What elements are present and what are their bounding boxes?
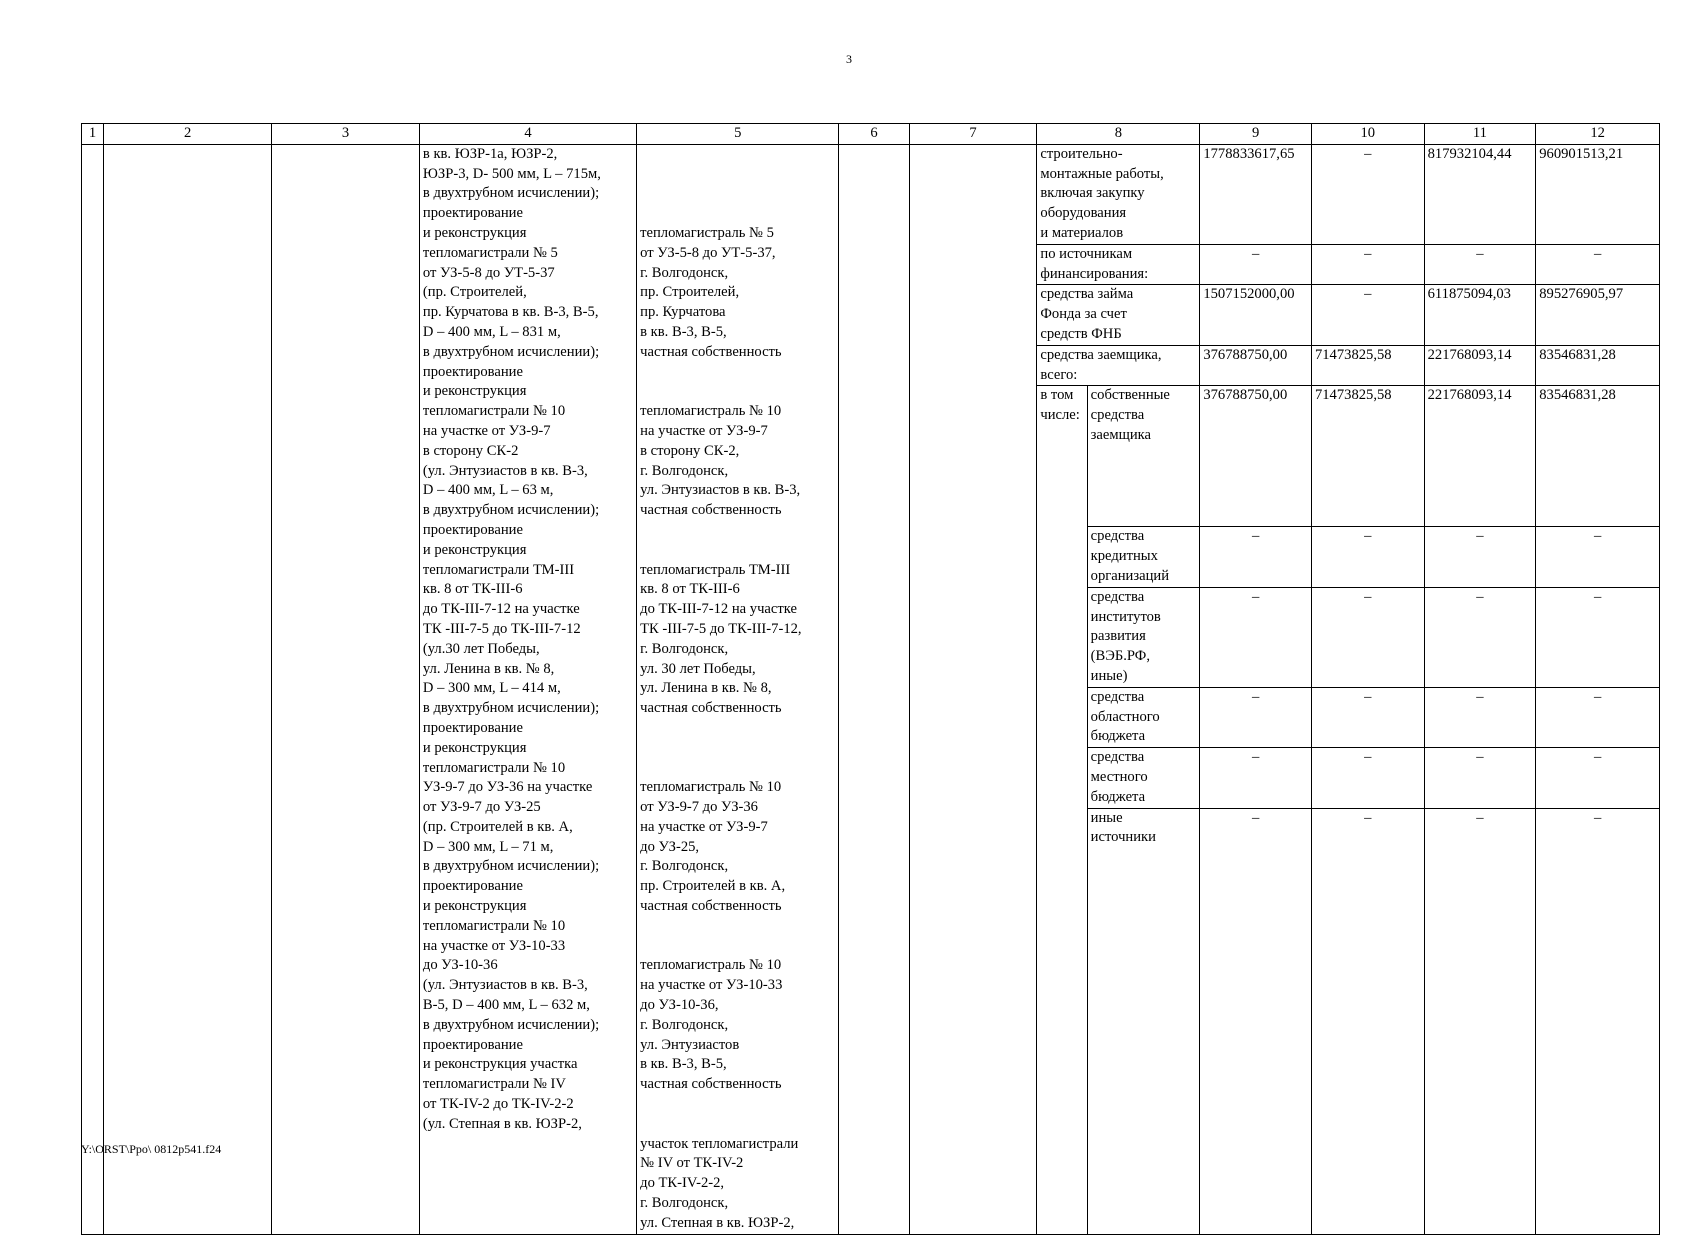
value-col9: – xyxy=(1200,748,1312,808)
value-col11: – xyxy=(1424,244,1536,285)
table-row xyxy=(82,144,1660,244)
value-col12: – xyxy=(1536,687,1660,747)
finance-label: средства займа Фонда за счет средств ФНБ xyxy=(1037,285,1200,345)
value-col9: 376788750,00 xyxy=(1200,345,1312,386)
value-col10: 71473825,58 xyxy=(1311,345,1424,386)
value-col10: – xyxy=(1311,808,1424,1234)
value-col12: – xyxy=(1536,748,1660,808)
column-header: 1 xyxy=(82,124,104,145)
col7-cell xyxy=(909,144,1037,1234)
value-col11: – xyxy=(1424,808,1536,1234)
footer-file-path: Y:\ORST\Ppo\ 0812p541.f24 xyxy=(81,1142,222,1156)
col6-cell xyxy=(839,144,909,1234)
value-col12: 960901513,21 xyxy=(1536,144,1660,244)
value-col9: – xyxy=(1200,527,1312,587)
value-col10: 71473825,58 xyxy=(1311,386,1424,527)
value-col9: – xyxy=(1200,244,1312,285)
value-col12: – xyxy=(1536,808,1660,1234)
page-number: 3 xyxy=(846,52,852,66)
project-description-cell: в кв. ЮЗР-1а, ЮЗР-2, ЮЗР-3, D- 500 мм, L – 715м, в двухтрубном исчислении); проектирование и реконструкция тепломагистрали № 5 от УЗ-5-8 до УТ-5-37 (пр. Строителей, пр. Курчатова в кв. В-3, В-5, D – 400 мм, L – 831 м, в двухтрубном исчислении); проектирование и реконструкция тепломагистрали № 10 на участке от УЗ-9-7 в сторону СК-2 (ул. Энтузиастов в кв. В-3, D – 400 мм, L – 63 м, в двухтрубном исчислении); проектирование и реконструкция тепломагистрали ТМ-III кв. 8 от ТК-III-6 до ТК-III-7-12 на участке ТК -III-7-5 до ТК-III-7-12 (ул.30 лет Победы, ул. Ленина в кв. № 8, D – 300 мм, L – 414 м, в двухтрубном исчислении); проектирование и реконструкция тепломагистрали № 10 УЗ-9-7 до УЗ-36 на участке от УЗ-9-7 до УЗ-25 (пр. Строителей в кв. А, D – 300 мм, L – 71 м, в двухтрубном исчислении); проектирование и реконструкция тепломагистрали № 10 на участке от УЗ-10-33 до УЗ-10-36 (ул. Энтузиастов в кв. В-3, В-5, D – 400 мм, L – 632 м, в двухтрубном исчислении); проектирование и реконструкция участка тепломагистрали № IV от ТК-IV-2 до ТК-IV-2-2 (ул. Степная в кв. ЮЗР-2, xyxy=(419,144,636,1234)
column-header: 7 xyxy=(909,124,1037,145)
finance-label: средства заемщика, всего: xyxy=(1037,345,1200,386)
finance-label: по источникам финансирования: xyxy=(1037,244,1200,285)
value-col12: 83546831,28 xyxy=(1536,345,1660,386)
column-header: 11 xyxy=(1424,124,1536,145)
value-col12: – xyxy=(1536,244,1660,285)
source-label: средства местного бюджета xyxy=(1087,748,1200,808)
column-header: 6 xyxy=(839,124,909,145)
value-col11: 611875094,03 xyxy=(1424,285,1536,345)
value-col9: 1778833617,65 xyxy=(1200,144,1312,244)
including-label: в том числе: xyxy=(1037,386,1087,1234)
value-col9: – xyxy=(1200,687,1312,747)
source-label: иные источники xyxy=(1087,808,1200,1234)
value-col11: – xyxy=(1424,748,1536,808)
value-col12: – xyxy=(1536,587,1660,687)
value-col11: 221768093,14 xyxy=(1424,386,1536,527)
column-header: 4 xyxy=(419,124,636,145)
source-label: собственные средства заемщика xyxy=(1087,386,1200,527)
col1-cell xyxy=(82,144,104,1234)
column-header: 2 xyxy=(104,124,272,145)
source-label: средства областного бюджета xyxy=(1087,687,1200,747)
col3-cell xyxy=(272,144,420,1234)
value-col10: – xyxy=(1311,527,1424,587)
value-col11: 817932104,44 xyxy=(1424,144,1536,244)
value-col10: – xyxy=(1311,748,1424,808)
column-header: 10 xyxy=(1311,124,1424,145)
value-col9: 376788750,00 xyxy=(1200,386,1312,527)
value-col11: – xyxy=(1424,527,1536,587)
col2-cell xyxy=(104,144,272,1234)
object-description-cell: тепломагистраль № 5 от УЗ-5-8 до УТ-5-37, г. Волгодонск, пр. Строителей, пр. Курчатова в кв. В-3, В-5, частная собственность тепломагистраль № 10 на участке от УЗ-9-7 в сторону СК-2, г. Волгодонск, ул. Энтузиастов в кв. В-3, частная собственность тепломагистраль ТМ-III кв. 8 от ТК-III-6 до ТК-III-7-12 на участке ТК -III-7-5 до ТК-III-7-12, г. Волгодонск, ул. 30 лет Победы, ул. Ленина в кв. № 8, частная собственность тепломагистраль № 10 от УЗ-9-7 до УЗ-36 на участке от УЗ-9-7 до УЗ-25, г. Волгодонск, пр. Строителей в кв. А, частная собственность тепломагистраль № 10 на участке от УЗ-10-33 до УЗ-10-36, г. Волгодонск, ул. Энтузиастов в кв. В-3, В-5, частная собственность участок тепломагистрали № IV от ТК-IV-2 до ТК-IV-2-2, г. Волгодонск, ул. Степная в кв. ЮЗР-2, xyxy=(637,144,839,1234)
column-header: 8 xyxy=(1037,124,1200,145)
value-col10: – xyxy=(1311,144,1424,244)
column-header: 3 xyxy=(272,124,420,145)
value-col11: – xyxy=(1424,587,1536,687)
value-col10: – xyxy=(1311,244,1424,285)
column-header: 12 xyxy=(1536,124,1660,145)
value-col10: – xyxy=(1311,587,1424,687)
column-header: 5 xyxy=(637,124,839,145)
value-col10: – xyxy=(1311,687,1424,747)
header-row xyxy=(82,124,1660,145)
value-col11: – xyxy=(1424,687,1536,747)
source-label: средства кредитных организаций xyxy=(1087,527,1200,587)
source-label: средства институтов развития (ВЭБ.РФ, иные) xyxy=(1087,587,1200,687)
data-table xyxy=(81,123,1660,1235)
value-col9: 1507152000,00 xyxy=(1200,285,1312,345)
value-col12: – xyxy=(1536,527,1660,587)
value-col11: 221768093,14 xyxy=(1424,345,1536,386)
value-col9: – xyxy=(1200,808,1312,1234)
value-col10: – xyxy=(1311,285,1424,345)
column-header: 9 xyxy=(1200,124,1312,145)
value-col9: – xyxy=(1200,587,1312,687)
finance-label: строительно- монтажные работы, включая закупку оборудования и материалов xyxy=(1037,144,1200,244)
value-col12: 83546831,28 xyxy=(1536,386,1660,527)
value-col12: 895276905,97 xyxy=(1536,285,1660,345)
